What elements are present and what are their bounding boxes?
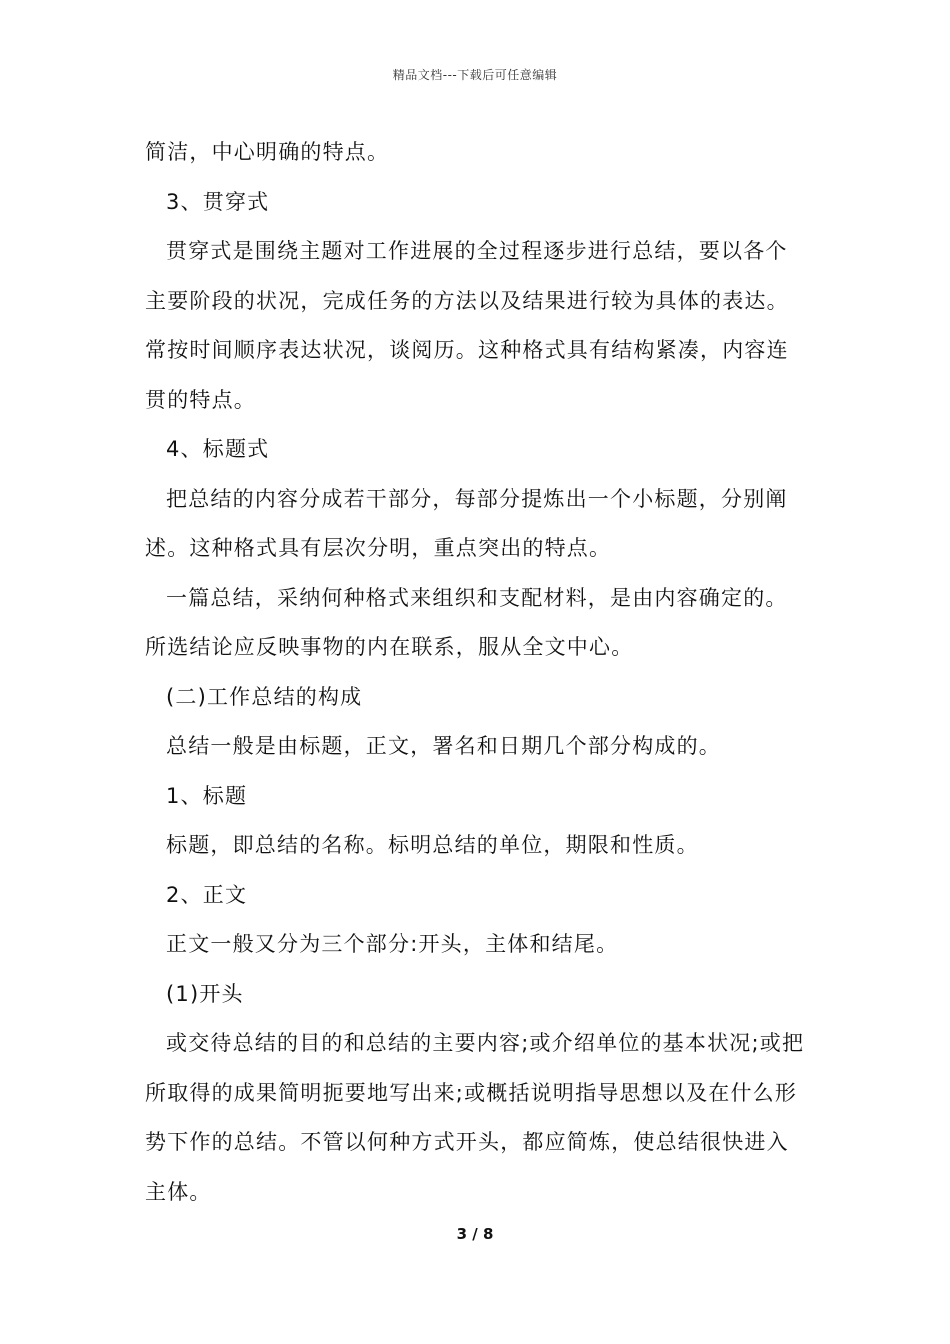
paragraph-line: 所选结论应反映事物的内在联系，服从全文中心。	[145, 635, 634, 659]
paragraph-line: 一篇总结，采纳何种格式来组织和支配材料，是由内容确定的。	[166, 585, 788, 610]
paragraph-line: 正文一般又分为三个部分:开头，主体和结尾。	[166, 932, 619, 956]
paragraph-line: 所取得的成果简明扼要地写出来;或概括说明指导思想以及在什么形	[145, 1080, 798, 1105]
paragraph-line: 主体。	[145, 1179, 212, 1204]
paragraph-line: 贯穿式是围绕主题对工作进展的全过程逐步进行总结，要以各个	[166, 239, 788, 263]
page-header: 精品文档---下载后可任意编辑	[392, 68, 558, 82]
paragraph-line: 势下作的总结。不管以何种方式开头，都应简炼，使总结很快进入	[145, 1130, 789, 1154]
paragraph-line: 主要阶段的状况，完成任务的方法以及结果进行较为具体的表达。	[145, 288, 789, 313]
paragraph-line: 述。这种格式具有层次分明，重点突出的特点。	[145, 536, 612, 560]
paragraph-line: 总结一般是由标题，正文，署名和日期几个部分构成的。	[166, 734, 721, 758]
paragraph-line: 把总结的内容分成若干部分，每部分提炼出一个小标题，分别阐	[166, 486, 788, 511]
section-heading: 1、标题	[166, 783, 248, 808]
section-heading: (二)工作总结的构成	[166, 684, 363, 709]
paragraph-line: 简洁，中心明确的特点。	[145, 140, 390, 164]
document-body	[145, 128, 810, 1217]
paragraph-line: 贯的特点。	[145, 387, 256, 412]
section-heading: (1)开头	[166, 981, 244, 1006]
page-number: 3 / 8	[456, 1225, 494, 1243]
paragraph-line: 常按时间顺序表达状况，谈阅历。这种格式具有结构紧凑，内容连	[145, 338, 789, 362]
section-heading: 3、贯穿式	[166, 189, 270, 214]
section-heading: 2、正文	[166, 882, 248, 907]
paragraph-line: 标题，即总结的名称。标明总结的单位，期限和性质。	[166, 833, 699, 857]
section-heading: 4、标题式	[166, 437, 270, 461]
paragraph-line: 或交待总结的目的和总结的主要内容;或介绍单位的基本状况;或把	[166, 1031, 805, 1055]
